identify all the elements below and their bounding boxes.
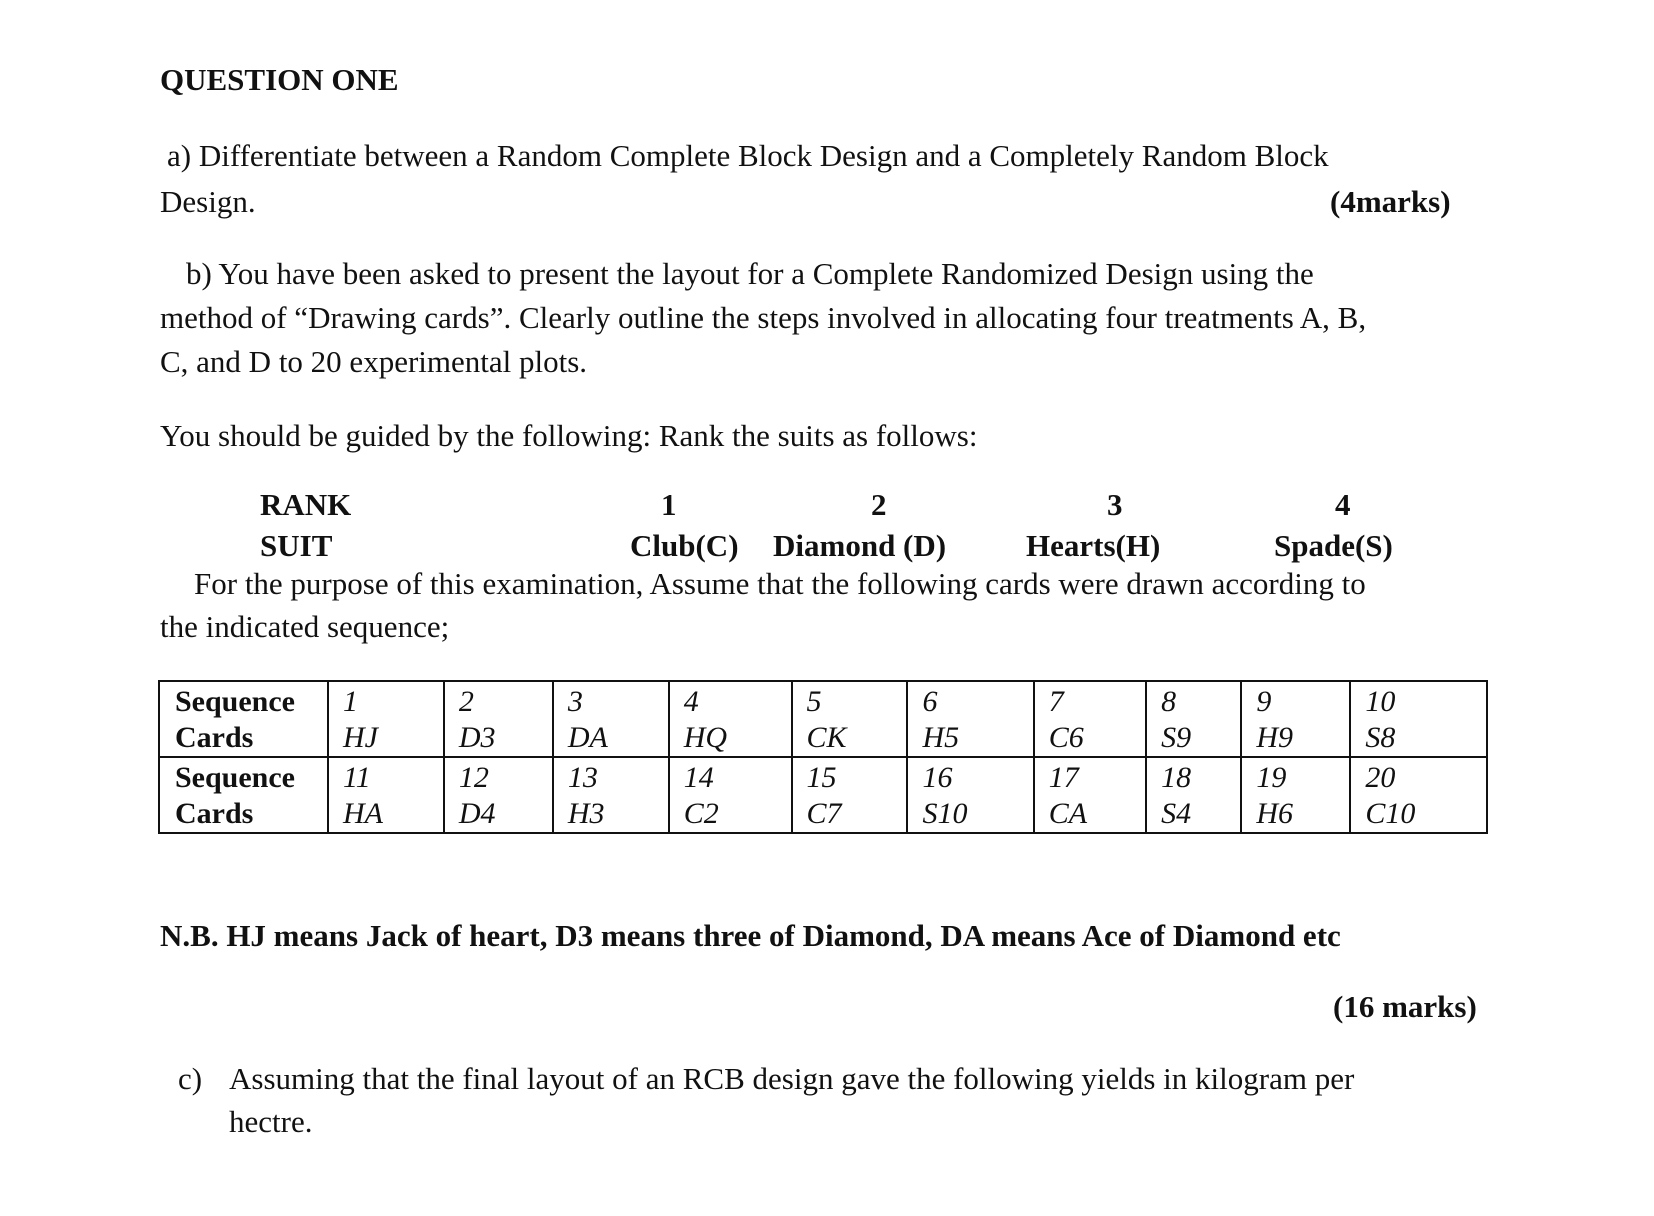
question-title: QUESTION ONE: [160, 62, 399, 97]
part-b-line3: C, and D to 20 experimental plots.: [160, 344, 588, 379]
table-cell: [792, 681, 908, 757]
card-code: C2: [683, 797, 719, 830]
suit-spade: Spade(S): [1274, 528, 1393, 563]
card-code: C10: [1365, 797, 1416, 830]
part-b-marks: (16 marks): [1333, 989, 1477, 1024]
sequence-number: 2: [458, 685, 474, 718]
table-cell: [669, 681, 792, 757]
sequence-number: 18: [1161, 761, 1192, 794]
part-b-line2: method of “Drawing cards”. Clearly outline the steps involved in allocating four treatments A, B,: [160, 300, 1367, 335]
assume-line1: For the purpose of this examination, Assume that the following cards were drawn according to: [194, 566, 1366, 601]
part-c-line1: Assuming that the final layout of an RCB design gave the following yields in kilogram per: [229, 1061, 1355, 1096]
card-code: HA: [343, 797, 383, 830]
guide-text: You should be guided by the following: Rank the suits as follows:: [160, 418, 978, 453]
sequence-number: 8: [1161, 685, 1177, 718]
assume-line2: the indicated sequence;: [160, 609, 450, 644]
sequence-number: 16: [922, 761, 953, 794]
table-cell: [1241, 757, 1350, 833]
sequence-number: 4: [683, 685, 699, 718]
sequence-number: 14: [683, 761, 714, 794]
sequence-number: 7: [1048, 685, 1064, 718]
table-cell: [553, 681, 669, 757]
row-header: [159, 757, 328, 833]
cards-sequence-table: [158, 680, 1488, 834]
sequence-label: Sequence: [175, 761, 295, 794]
table-cell: [1146, 757, 1241, 833]
table-cell: [1241, 681, 1350, 757]
card-code: S4: [1161, 797, 1192, 830]
table-cell: [444, 757, 553, 833]
table-cell: [553, 757, 669, 833]
table-row: [159, 681, 1487, 757]
part-c-label: c): [178, 1061, 203, 1096]
sequence-number: 10: [1365, 685, 1396, 718]
table-cell: [444, 681, 553, 757]
part-b-line1: b) You have been asked to present the layout for a Complete Randomized Design using the: [186, 256, 1314, 291]
cards-label: Cards: [175, 797, 254, 830]
part-a-line1: a) Differentiate between a Random Complete Block Design and a Completely Random Block: [167, 138, 1329, 173]
card-code: S9: [1161, 721, 1192, 754]
table-cell: [328, 681, 444, 757]
sequence-number: 3: [567, 685, 583, 718]
sequence-number: 9: [1256, 685, 1272, 718]
card-code: H5: [922, 721, 960, 754]
sequence-number: 13: [567, 761, 598, 794]
card-code: C7: [806, 797, 842, 830]
rank-label: RANK: [260, 487, 352, 522]
suit-diamond: Diamond (D): [773, 528, 947, 563]
rank-value-4: 4: [1335, 487, 1351, 522]
card-code: S8: [1365, 721, 1396, 754]
part-c-line2: hectre.: [229, 1104, 313, 1139]
rank-value-2: 2: [871, 487, 887, 522]
sequence-number: 5: [806, 685, 822, 718]
row-header: [159, 681, 328, 757]
rank-value-3: 3: [1107, 487, 1123, 522]
table-cell: [328, 757, 444, 833]
table-cell: [1034, 681, 1146, 757]
card-code: HQ: [683, 721, 728, 754]
table-cell: [907, 681, 1033, 757]
part-a-line2: Design.: [160, 184, 256, 219]
suit-label: SUIT: [260, 528, 333, 563]
sequence-number: 1: [343, 685, 358, 718]
rank-value-1: 1: [661, 487, 677, 522]
suit-hearts: Hearts(H): [1026, 528, 1161, 563]
card-code: H3: [567, 797, 605, 830]
sequence-label: Sequence: [175, 685, 295, 718]
sequence-number: 12: [458, 761, 489, 794]
sequence-number: 20: [1365, 761, 1396, 794]
card-code: CA: [1048, 797, 1088, 830]
card-code: S10: [922, 797, 968, 830]
table-cell: [1350, 681, 1487, 757]
sequence-number: 17: [1048, 761, 1079, 794]
card-code: CK: [806, 721, 847, 754]
table-cell: [907, 757, 1033, 833]
suit-club: Club(C): [630, 528, 739, 563]
nb-note: N.B. HJ means Jack of heart, D3 means three of Diamond, DA means Ace of Diamond etc: [160, 918, 1341, 953]
table-cell: [792, 757, 908, 833]
card-code: C6: [1048, 721, 1084, 754]
sequence-number: 11: [343, 761, 371, 794]
card-code: D4: [458, 797, 496, 830]
cards-label: Cards: [175, 721, 254, 754]
table-row: [159, 757, 1487, 833]
card-code: DA: [567, 721, 608, 754]
sequence-number: 15: [806, 761, 837, 794]
table-cell: [1350, 757, 1487, 833]
table-cell: [1146, 681, 1241, 757]
sequence-number: 6: [922, 685, 938, 718]
table-cell: [1034, 757, 1146, 833]
table-cell: [669, 757, 792, 833]
card-code: D3: [458, 721, 496, 754]
part-a-marks: (4marks): [1330, 184, 1451, 219]
card-code: H6: [1256, 797, 1293, 830]
card-code: HJ: [343, 721, 378, 754]
card-code: H9: [1256, 721, 1293, 754]
sequence-number: 19: [1256, 761, 1287, 794]
